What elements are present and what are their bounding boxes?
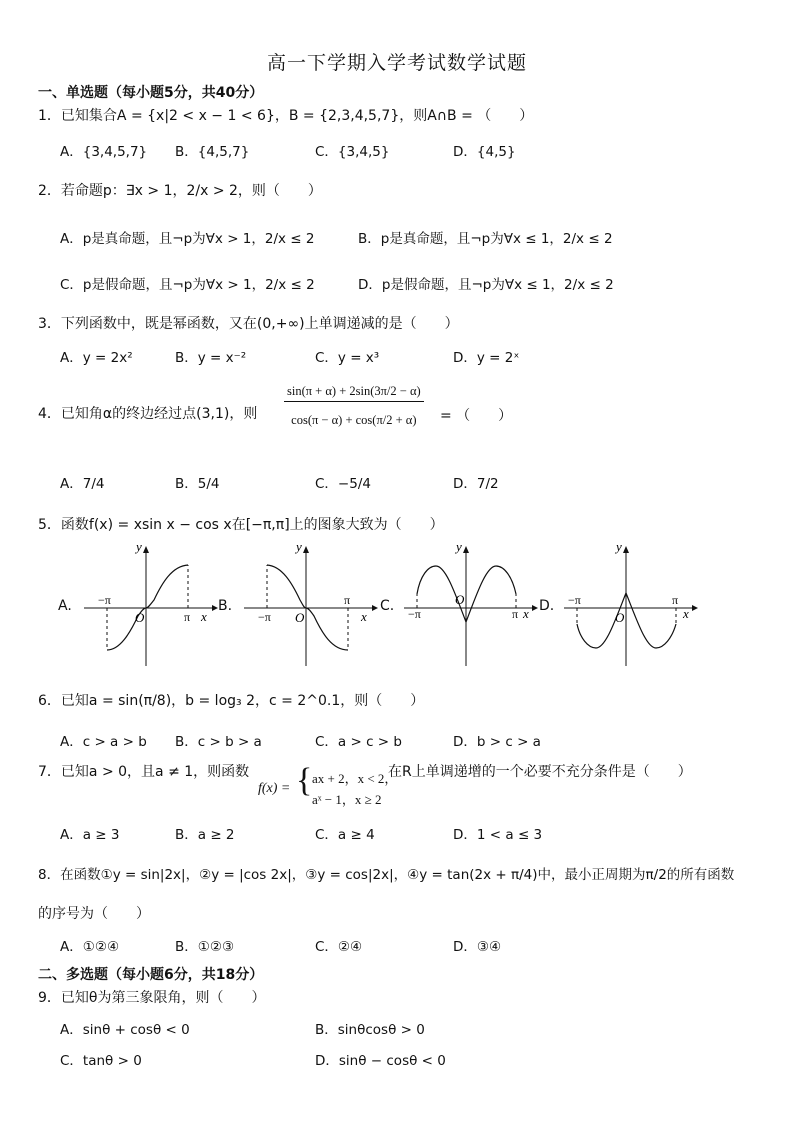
origin-label: O <box>295 610 305 625</box>
q9-option-a[interactable]: A．sinθ + cosθ < 0 <box>60 1022 190 1038</box>
question-9 <box>38 987 266 1007</box>
origin-label: O <box>455 592 465 607</box>
question-7 <box>38 761 249 781</box>
x-label: x <box>523 606 529 621</box>
q5-option-b[interactable]: B. <box>218 598 233 614</box>
question-4 <box>38 403 257 423</box>
question-3 <box>38 313 459 333</box>
question-number: 7． <box>38 764 61 780</box>
question-stem: 已知角α的终边经过点(3,1)，则 <box>60 406 258 422</box>
q3-option-d[interactable]: D．y = 2ˣ <box>453 350 520 366</box>
neg-pi-label: −π <box>408 607 421 621</box>
q4-expression <box>284 385 424 426</box>
q5-option-d[interactable]: D. <box>539 598 555 614</box>
q5-option-c[interactable]: C. <box>380 598 395 614</box>
y-label: y <box>136 539 142 554</box>
q5-graph-b <box>240 538 380 670</box>
question-stem: 在函数①y = sin|2x|，②y = |cos 2x|，③y = cos|2x|，④y = tan(2x + π/4)中，最小正周期为π/2的所有函数 <box>60 867 735 883</box>
q8-option-c[interactable]: C．②④ <box>315 939 363 955</box>
q7-piecewise <box>312 768 397 810</box>
question-5 <box>38 514 444 534</box>
q6-option-b[interactable]: B．c > b > a <box>175 734 262 750</box>
question-stem: 函数f(x) = xsin x − cos x在[−π,π]上的图象大致为（ ） <box>60 517 444 533</box>
question-number: 9． <box>38 990 61 1006</box>
question-stem: 已知θ为第三象限角，则（ ） <box>60 990 266 1006</box>
y-axis-arrow <box>143 546 149 553</box>
q7-tail: 在R上单调递增的一个必要不充分条件是（ ） <box>388 764 692 780</box>
y-axis-arrow <box>303 546 309 553</box>
question-8-continued: 的序号为（ ） <box>38 906 150 922</box>
pi-label: π <box>512 607 519 621</box>
q4-expression-denominator: cos(π − α) + cos(π/2 + α) <box>291 412 417 427</box>
q4-expression-numerator: sin(π + α) + 2sin(3π/2 − α) <box>284 385 424 402</box>
x-axis-arrow <box>372 605 378 611</box>
q7-option-b[interactable]: B．a ≥ 2 <box>175 827 235 843</box>
question-2 <box>38 180 322 200</box>
pi-label: π <box>672 593 679 607</box>
question-number: 1． <box>38 108 61 124</box>
question-stem: 已知a > 0，且a ≠ 1，则函数 <box>60 764 250 780</box>
x-axis-arrow <box>532 605 538 611</box>
question-stem: 已知a = sin(π/8)，b = log₃ 2，c = 2^0.1，则（ ） <box>60 693 425 709</box>
pi-label: π <box>184 610 191 624</box>
q3-option-b[interactable]: B．y = x⁻² <box>175 350 247 366</box>
q7-option-a[interactable]: A．a ≥ 3 <box>60 827 120 843</box>
q1-option-a[interactable]: A．{3,4,5,7} <box>60 144 148 160</box>
page-title: 高一下学期入学考试数学试题 <box>266 52 527 74</box>
x-axis-arrow <box>692 605 698 611</box>
question-number: 5． <box>38 517 61 533</box>
q1-option-c[interactable]: C．{3,4,5} <box>315 144 390 160</box>
q7-piece-2: aˣ − 1，x ≥ 2 <box>312 792 382 807</box>
section-single-choice: 一、单选题（每小题5分，共40分） <box>38 85 264 101</box>
q6-option-a[interactable]: A．c > a > b <box>60 734 147 750</box>
q7-piece-1: ax + 2，x < 2， <box>312 771 398 786</box>
x-axis-arrow <box>212 605 218 611</box>
neg-pi-label: −π <box>568 593 581 607</box>
section-multiple-choice: 二、多选题（每小题6分，共18分） <box>38 967 264 983</box>
question-1 <box>38 105 533 125</box>
q6-option-c[interactable]: C．a > c > b <box>315 734 402 750</box>
question-number: 4． <box>38 406 61 422</box>
question-stem: 已知集合A = {x|2 < x − 1 < 6}，B = {2,3,4,5,7}，则A∩B = （ ） <box>60 108 534 124</box>
y-axis-arrow <box>463 546 469 553</box>
question-number: 3． <box>38 316 61 332</box>
y-label: y <box>456 539 462 554</box>
q4-option-d[interactable]: D．7/2 <box>453 476 499 492</box>
pi-label: π <box>344 593 351 607</box>
q7-brace: { <box>296 762 313 799</box>
question-number: 2． <box>38 183 61 199</box>
origin-label: O <box>135 610 145 625</box>
question-8 <box>38 863 734 883</box>
q5-graph-c <box>400 538 540 670</box>
question-6 <box>38 690 424 710</box>
q5-option-a[interactable]: A. <box>58 598 72 614</box>
y-axis-arrow <box>623 546 629 553</box>
q2-option-c[interactable]: C．p是假命题，且¬p为∀x > 1，2/x ≤ 2 <box>60 277 315 293</box>
q4-tail: = （ ） <box>440 408 513 424</box>
q1-option-b[interactable]: B．{4,5,7} <box>175 144 250 160</box>
q7-option-c[interactable]: C．a ≥ 4 <box>315 827 375 843</box>
q3-option-a[interactable]: A．y = 2x² <box>60 350 133 366</box>
q3-option-c[interactable]: C．y = x³ <box>315 350 380 366</box>
y-label: y <box>616 539 622 554</box>
q2-option-b[interactable]: B．p是真命题，且¬p为∀x ≤ 1，2/x ≤ 2 <box>358 231 613 247</box>
neg-pi-label: −π <box>98 593 111 607</box>
q2-option-d[interactable]: D．p是假命题，且¬p为∀x ≤ 1，2/x ≤ 2 <box>358 277 614 293</box>
question-stem: 下列函数中，既是幂函数，又在(0,+∞)上单调递减的是（ ） <box>60 316 459 332</box>
q7-function-name: f(x) = <box>258 781 291 796</box>
q5-graph-a <box>80 538 220 670</box>
neg-pi-label: −π <box>258 610 271 624</box>
q9-option-c[interactable]: C．tanθ > 0 <box>60 1053 142 1069</box>
q8-option-d[interactable]: D．③④ <box>453 939 502 955</box>
q9-option-b[interactable]: B．sinθcosθ > 0 <box>315 1022 425 1038</box>
x-label: x <box>683 606 689 621</box>
origin-label: O <box>615 610 625 625</box>
q5-graph-d <box>560 538 700 670</box>
q7-option-d[interactable]: D．1 < a ≤ 3 <box>453 827 543 843</box>
q1-option-d[interactable]: D．{4,5} <box>453 144 516 160</box>
q6-option-d[interactable]: D．b > c > a <box>453 734 541 750</box>
q4-option-b[interactable]: B．5/4 <box>175 476 220 492</box>
q4-option-a[interactable]: A．7/4 <box>60 476 105 492</box>
q2-option-a[interactable]: A．p是真命题，且¬p为∀x > 1，2/x ≤ 2 <box>60 231 315 247</box>
x-label: x <box>361 609 367 624</box>
y-label: y <box>296 539 302 554</box>
question-number: 6． <box>38 693 61 709</box>
q4-option-c[interactable]: C．−5/4 <box>315 476 371 492</box>
question-stem: 若命题p：∃x > 1，2/x > 2，则（ ） <box>60 183 322 199</box>
x-label: x <box>201 609 207 624</box>
question-number: 8． <box>38 867 61 883</box>
q9-option-d[interactable]: D．sinθ − cosθ < 0 <box>315 1053 446 1069</box>
q8-option-a[interactable]: A．①②④ <box>60 939 120 955</box>
q8-option-b[interactable]: B．①②③ <box>175 939 235 955</box>
